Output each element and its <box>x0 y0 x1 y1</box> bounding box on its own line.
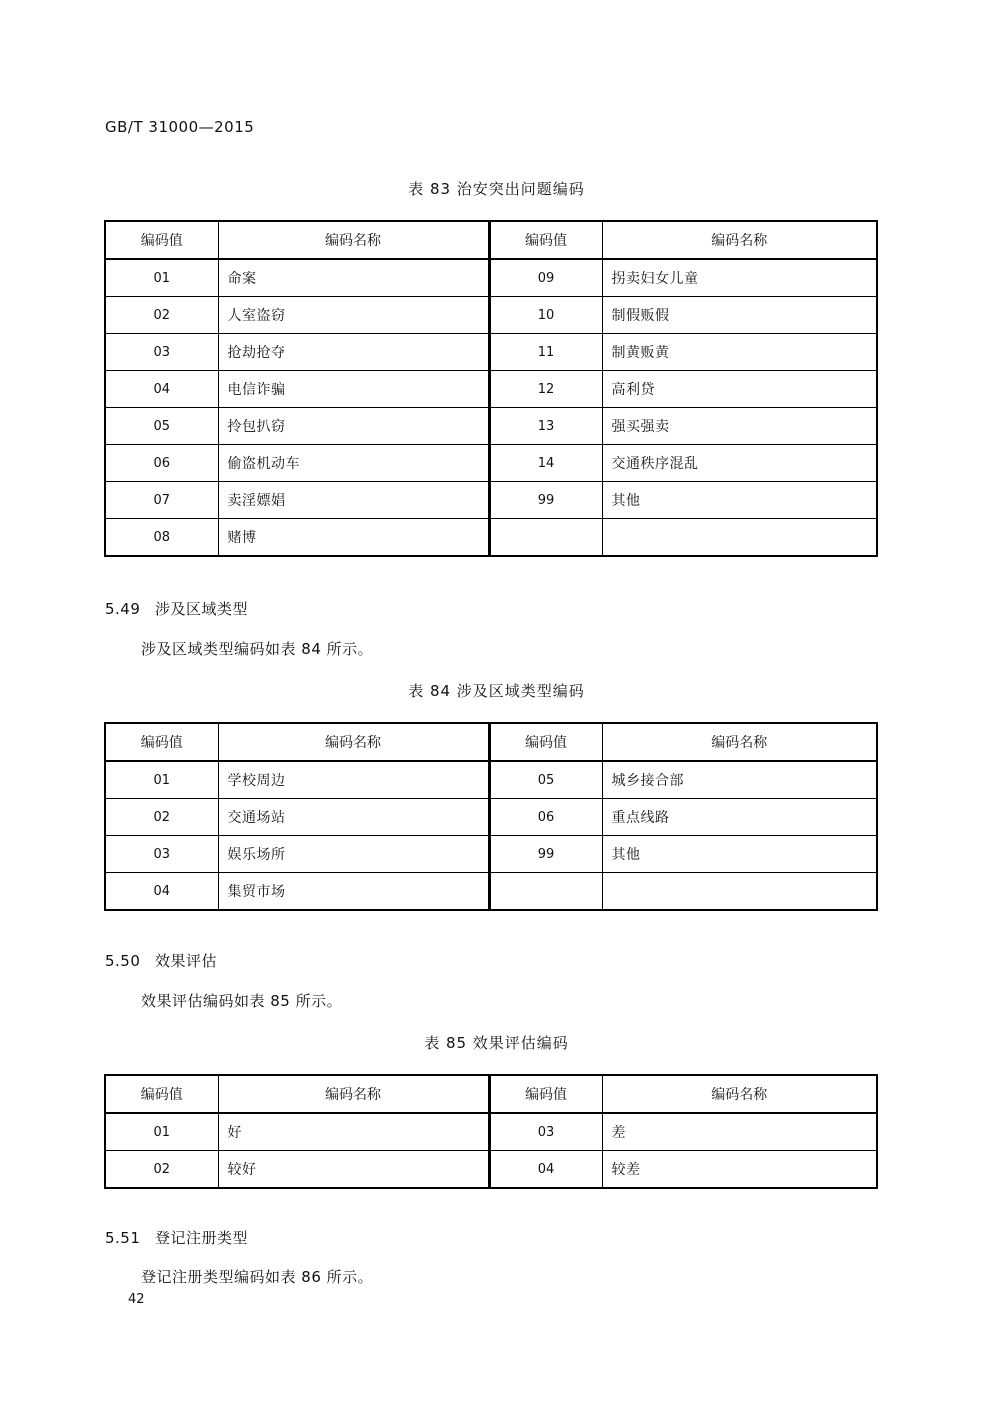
header-code: 编码值 <box>105 723 218 761</box>
table-row <box>105 873 877 911</box>
name-cell: 制假贩假 <box>602 297 877 334</box>
name-cell: 赌博 <box>218 519 489 557</box>
page-number: 42 <box>128 1292 145 1307</box>
code-cell: 14 <box>489 445 602 482</box>
table-row <box>105 519 877 557</box>
name-cell: 娱乐场所 <box>218 836 489 873</box>
name-cell: 交通场站 <box>218 799 489 836</box>
code-cell <box>489 519 602 557</box>
header-name: 编码名称 <box>218 221 489 259</box>
table-row <box>105 297 877 334</box>
code-cell: 03 <box>105 836 218 873</box>
header-name: 编码名称 <box>218 1075 489 1113</box>
name-cell: 制黄贩黄 <box>602 334 877 371</box>
name-cell: 命案 <box>218 259 489 297</box>
table-row <box>105 1151 877 1189</box>
section-title: 效果评估 <box>155 952 218 970</box>
header-name: 编码名称 <box>218 723 489 761</box>
table-row <box>105 371 877 408</box>
table-84 <box>104 722 878 911</box>
header-code: 编码值 <box>105 1075 218 1113</box>
section-paragraph: 涉及区域类型编码如表 84 所示。 <box>141 640 374 658</box>
section-number: 5.50 <box>105 952 141 970</box>
section-heading-5-51 <box>105 1227 248 1248</box>
section-number: 5.49 <box>105 600 141 618</box>
code-cell: 99 <box>489 482 602 519</box>
name-cell: 其他 <box>602 836 877 873</box>
table-row <box>105 334 877 371</box>
header-name: 编码名称 <box>602 221 877 259</box>
section-paragraph: 效果评估编码如表 85 所示。 <box>141 992 343 1010</box>
code-cell: 12 <box>489 371 602 408</box>
code-cell: 01 <box>105 259 218 297</box>
code-cell: 05 <box>105 408 218 445</box>
code-cell: 04 <box>105 873 218 911</box>
table-header-row <box>105 723 877 761</box>
header-name: 编码名称 <box>602 1075 877 1113</box>
name-cell: 卖淫嫖娼 <box>218 482 489 519</box>
table-row <box>105 1113 877 1151</box>
name-cell: 人室盗窃 <box>218 297 489 334</box>
table-row <box>105 259 877 297</box>
table-row <box>105 836 877 873</box>
name-cell: 抢劫抢夺 <box>218 334 489 371</box>
code-cell: 99 <box>489 836 602 873</box>
code-cell: 03 <box>105 334 218 371</box>
table-header-row <box>105 221 877 259</box>
table-row <box>105 445 877 482</box>
name-cell: 偷盗机动车 <box>218 445 489 482</box>
table-row <box>105 408 877 445</box>
code-cell: 02 <box>105 799 218 836</box>
table-row <box>105 799 877 836</box>
table-row <box>105 482 877 519</box>
code-cell: 01 <box>105 761 218 799</box>
code-cell: 05 <box>489 761 602 799</box>
code-cell: 01 <box>105 1113 218 1151</box>
code-cell: 06 <box>105 445 218 482</box>
table-83-title: 表 83 治安突出问题编码 <box>408 180 585 198</box>
section-title: 登记注册类型 <box>155 1229 249 1247</box>
section-number: 5.51 <box>105 1229 141 1247</box>
code-cell: 11 <box>489 334 602 371</box>
section-title: 涉及区域类型 <box>155 600 249 618</box>
code-cell: 04 <box>105 371 218 408</box>
code-cell: 08 <box>105 519 218 557</box>
table-83 <box>104 220 878 557</box>
name-cell: 拐卖妇女儿童 <box>602 259 877 297</box>
code-cell: 02 <box>105 297 218 334</box>
name-cell: 电信诈骗 <box>218 371 489 408</box>
code-cell: 02 <box>105 1151 218 1189</box>
header-code: 编码值 <box>489 1075 602 1113</box>
standard-code: GB/T 31000—2015 <box>105 118 255 136</box>
code-cell: 13 <box>489 408 602 445</box>
table-row <box>105 761 877 799</box>
table-84-title: 表 84 涉及区域类型编码 <box>408 682 585 700</box>
name-cell: 好 <box>218 1113 489 1151</box>
name-cell: 高利贷 <box>602 371 877 408</box>
header-code: 编码值 <box>489 221 602 259</box>
name-cell: 城乡接合部 <box>602 761 877 799</box>
name-cell: 交通秩序混乱 <box>602 445 877 482</box>
table-85 <box>104 1074 878 1189</box>
name-cell <box>602 519 877 557</box>
name-cell: 拎包扒窃 <box>218 408 489 445</box>
name-cell <box>602 873 877 911</box>
code-cell: 04 <box>489 1151 602 1189</box>
name-cell: 强买强卖 <box>602 408 877 445</box>
name-cell: 学校周边 <box>218 761 489 799</box>
name-cell: 集贸市场 <box>218 873 489 911</box>
code-cell: 10 <box>489 297 602 334</box>
code-cell: 06 <box>489 799 602 836</box>
header-code: 编码值 <box>105 221 218 259</box>
header-code: 编码值 <box>489 723 602 761</box>
table-header-row <box>105 1075 877 1113</box>
section-heading-5-49 <box>105 598 248 619</box>
code-cell: 07 <box>105 482 218 519</box>
name-cell: 其他 <box>602 482 877 519</box>
code-cell: 09 <box>489 259 602 297</box>
name-cell: 重点线路 <box>602 799 877 836</box>
code-cell: 03 <box>489 1113 602 1151</box>
name-cell: 较好 <box>218 1151 489 1189</box>
code-cell <box>489 873 602 911</box>
table-85-title: 表 85 效果评估编码 <box>424 1034 569 1052</box>
header-name: 编码名称 <box>602 723 877 761</box>
section-heading-5-50 <box>105 950 217 971</box>
name-cell: 较差 <box>602 1151 877 1189</box>
section-paragraph: 登记注册类型编码如表 86 所示。 <box>141 1268 374 1286</box>
name-cell: 差 <box>602 1113 877 1151</box>
